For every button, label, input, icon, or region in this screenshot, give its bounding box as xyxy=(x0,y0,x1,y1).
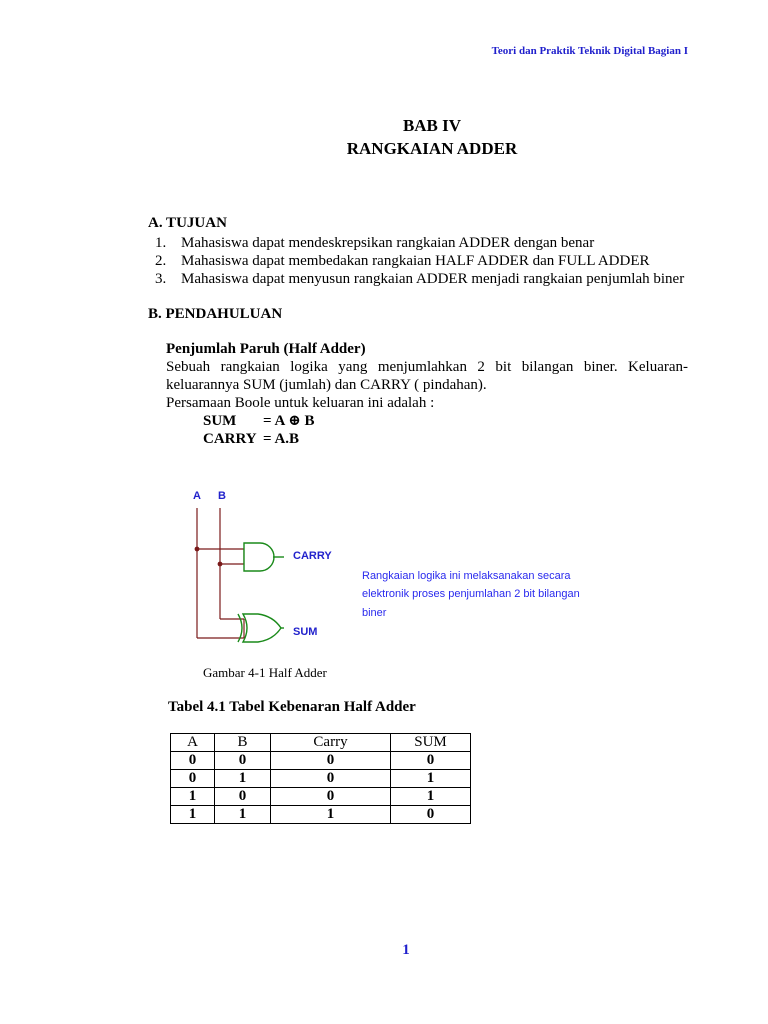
table-cell: 0 xyxy=(215,788,271,806)
table-row xyxy=(171,752,471,770)
circuit-note-line: biner xyxy=(362,607,387,619)
table-cell: 0 xyxy=(391,806,471,824)
table-cell: 1 xyxy=(271,806,391,824)
column-header: A xyxy=(171,734,215,752)
circuit-note-line: Rangkaian logika ini melaksanakan secara xyxy=(362,570,571,582)
column-header: B xyxy=(215,734,271,752)
goal-list xyxy=(155,234,715,288)
input-a-label: A xyxy=(193,490,201,502)
and-gate-icon xyxy=(244,543,284,571)
table-cell: 0 xyxy=(391,752,471,770)
table-title: Tabel 4.1 Tabel Kebenaran Half Adder xyxy=(168,699,416,715)
table-cell: 0 xyxy=(215,752,271,770)
page-number: 1 xyxy=(402,942,410,958)
truth-table xyxy=(170,733,471,824)
junction-b xyxy=(218,562,223,567)
equation-carry-label: CARRY xyxy=(203,431,257,447)
chapter-number: BAB IV xyxy=(402,116,462,135)
table-cell: 0 xyxy=(171,752,215,770)
junction-a xyxy=(195,547,200,552)
table-row xyxy=(171,770,471,788)
running-header: Teori dan Praktik Teknik Digital Bagian I xyxy=(491,45,688,57)
table-cell: 1 xyxy=(391,770,471,788)
list-item-text: Mahasiswa dapat menyusun rangkaian ADDER menjadi rangkaian penjumlah biner xyxy=(181,271,685,287)
subsection-heading: Penjumlah Paruh (Half Adder) xyxy=(166,341,366,357)
table-header-row xyxy=(171,734,471,752)
half-adder-circuit xyxy=(180,480,600,650)
section-b-heading: B. PENDAHULUAN xyxy=(148,306,283,322)
column-header: Carry xyxy=(271,734,391,752)
equation-carry-expr: = A.B xyxy=(263,431,300,447)
list-item xyxy=(155,234,715,252)
section-a-heading: A. TUJUAN xyxy=(148,215,227,231)
list-item-text: Mahasiswa dapat membedakan rangkaian HALF ADDER dan FULL ADDER xyxy=(181,253,650,269)
carry-output-label: CARRY xyxy=(293,550,332,562)
table-cell: 0 xyxy=(271,770,391,788)
sum-output-label: SUM xyxy=(293,626,318,638)
column-header: SUM xyxy=(391,734,471,752)
list-item xyxy=(155,270,715,288)
table-row xyxy=(171,806,471,824)
circuit-note xyxy=(362,570,580,619)
circuit-wires xyxy=(197,508,244,638)
list-item-number: 1. xyxy=(155,235,167,251)
input-b-label: B xyxy=(218,490,226,502)
table-cell: 0 xyxy=(271,788,391,806)
equation-sum-expr: = A ⊕ B xyxy=(263,413,315,429)
xor-gate-icon xyxy=(238,614,284,642)
figure-caption: Gambar 4-1 Half Adder xyxy=(203,665,327,680)
table-cell: 1 xyxy=(391,788,471,806)
table-cell: 1 xyxy=(215,806,271,824)
list-item-text: Mahasiswa dapat mendeskrepsikan rangkaian ADDER dengan benar xyxy=(181,235,595,251)
table-cell: 1 xyxy=(215,770,271,788)
list-item-number: 3. xyxy=(155,271,167,287)
table-cell: 1 xyxy=(171,806,215,824)
table-cell: 0 xyxy=(171,770,215,788)
circuit-note-line: elektronik proses penjumlahan 2 bit bilangan xyxy=(362,588,580,600)
equation-sum-label: SUM xyxy=(203,413,237,429)
intro-paragraph: Sebuah rangkaian logika yang menjumlahkan 2 bit bilangan biner. Keluaran-keluarannya SUM (jumlah) dan CARRY ( pindahan). xyxy=(166,359,688,393)
equation-carry xyxy=(203,430,299,448)
table-row xyxy=(171,788,471,806)
chapter-title xyxy=(0,114,768,160)
boole-intro: Persamaan Boole untuk keluaran ini adalah : xyxy=(166,395,435,411)
list-item xyxy=(155,252,715,270)
chapter-name: RANGKAIAN ADDER xyxy=(346,139,518,158)
table-cell: 0 xyxy=(271,752,391,770)
equation-sum xyxy=(203,412,315,430)
table-cell: 1 xyxy=(171,788,215,806)
list-item-number: 2. xyxy=(155,253,167,269)
